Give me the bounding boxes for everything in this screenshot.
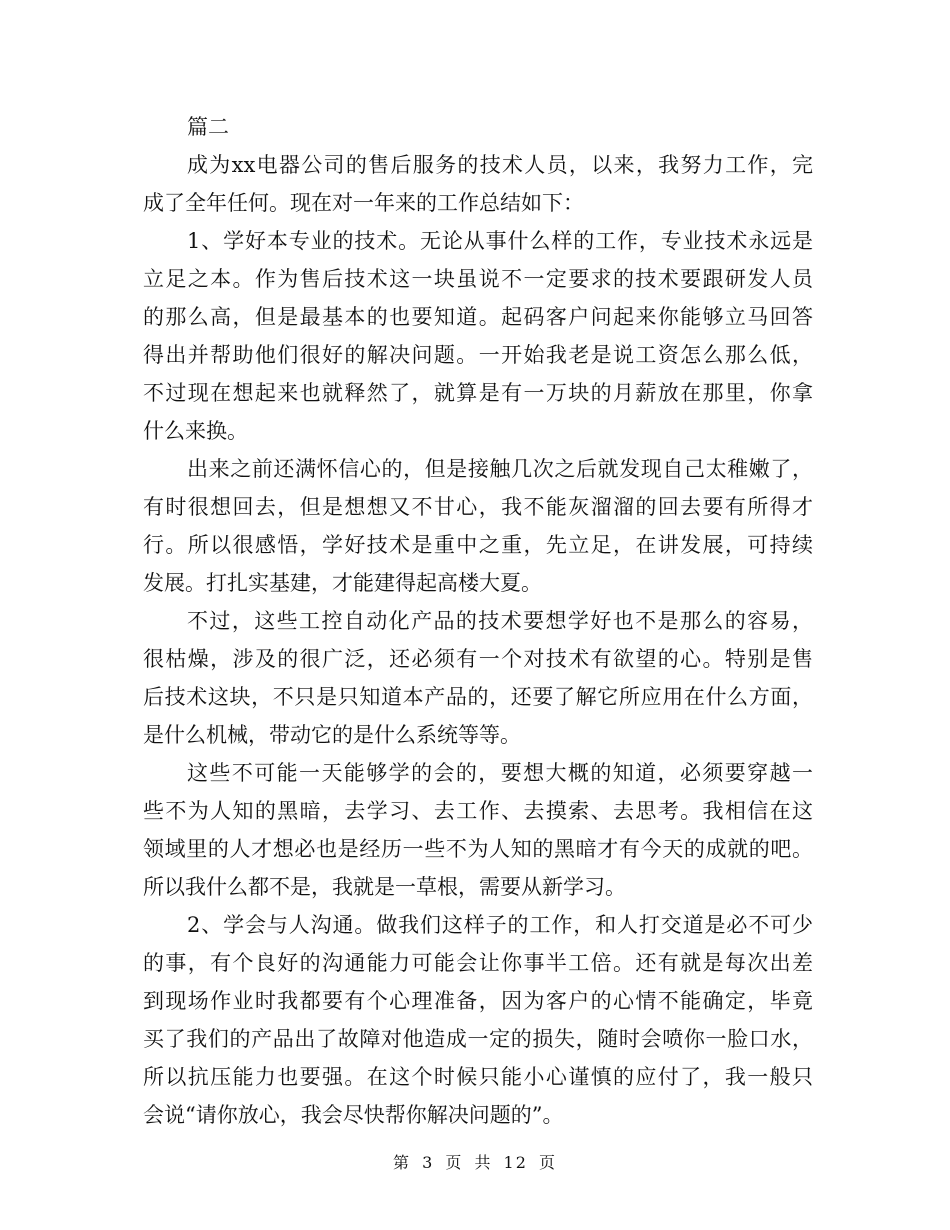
text-line: 后技术这块，不只是只知道本产品的，还要了解它所应用在什么方面， [143, 685, 813, 709]
text-line: 发展。打扎实基建，才能建得起高楼大夏。 [143, 571, 542, 595]
paragraph [143, 602, 813, 754]
paragraph [143, 906, 813, 1134]
text-line: 这些不可能一天能够学的会的，要想大概的知道，必须要穿越一 [187, 761, 813, 785]
document-body [143, 108, 813, 1134]
text-line: 些不为人知的黑暗，去学习、去工作、去摸索、去思考。我相信在这 [143, 799, 813, 823]
text-line: 所以抗压能力也要强。在这个时候只能小心谨慎的应付了，我一般只 [143, 1065, 813, 1089]
text-line: 得出并帮助他们很好的解决问题。一开始我老是说工资怎么那么低， [143, 343, 813, 367]
text-line: 立足之本。作为售后技术这一块虽说不一定要求的技术要跟研发人员 [143, 267, 813, 291]
text-line: 不过现在想起来也就释然了，就算是有一万块的月薪放在那里，你拿 [143, 381, 813, 405]
text-line: 很枯燥，涉及的很广泛，还必须有一个对技术有欲望的心。特别是售 [143, 647, 813, 671]
text-line: 什么来换。 [143, 419, 248, 443]
text-line: 出来之前还满怀信心的，但是接触几次之后就发现自己太稚嫩了， [187, 457, 813, 481]
text-line: 2、学会与人沟通。做我们这样子的工作，和人打交道是必不可少 [187, 913, 813, 937]
paragraph [143, 222, 813, 450]
text-line: 所以我什么都不是，我就是一草根，需要从新学习。 [143, 875, 626, 899]
text-line: 的事，有个良好的沟通能力可能会让你事半工倍。还有就是每次出差 [143, 951, 813, 975]
paragraph [143, 450, 813, 602]
text-line: 行。所以很感悟，学好技术是重中之重，先立足，在讲发展，可持续 [143, 533, 813, 557]
section-heading: 篇二 [187, 115, 229, 139]
text-line: 买了我们的产品出了故障对他造成一定的损失，随时会喷你一脸口水， [143, 1027, 813, 1051]
text-line: 成为xx电器公司的售后服务的技术人员，以来，我努力工作，完 [187, 153, 813, 177]
text-line: 1、学好本专业的技术。无论从事什么样的工作，专业技术永远是 [187, 229, 813, 253]
text-line: 领域里的人才想必也是经历一些不为人知的黑暗才有今天的成就的吧。 [143, 837, 813, 861]
text-line: 的那么高，但是最基本的也要知道。起码客户问起来你能够立马回答 [143, 305, 813, 329]
text-line: 成了全年任何。现在对一年来的工作总结如下： [143, 191, 584, 215]
text-line: 有时很想回去，但是想想又不甘心，我不能灰溜溜的回去要有所得才 [143, 495, 813, 519]
paragraph [143, 146, 813, 222]
page-number-footer: 第 3 页 共 12 页 [393, 1153, 557, 1172]
text-line: 是什么机械，带动它的是什么系统等等。 [143, 723, 521, 747]
paragraph [143, 754, 813, 906]
text-line: 会说“请你放心，我会尽快帮你解决问题的”。 [143, 1103, 564, 1127]
text-line: 不过，这些工控自动化产品的技术要想学好也不是那么的容易， [187, 609, 813, 633]
text-line: 到现场作业时我都要有个心理准备，因为客户的心情不能确定，毕竟 [143, 989, 813, 1013]
